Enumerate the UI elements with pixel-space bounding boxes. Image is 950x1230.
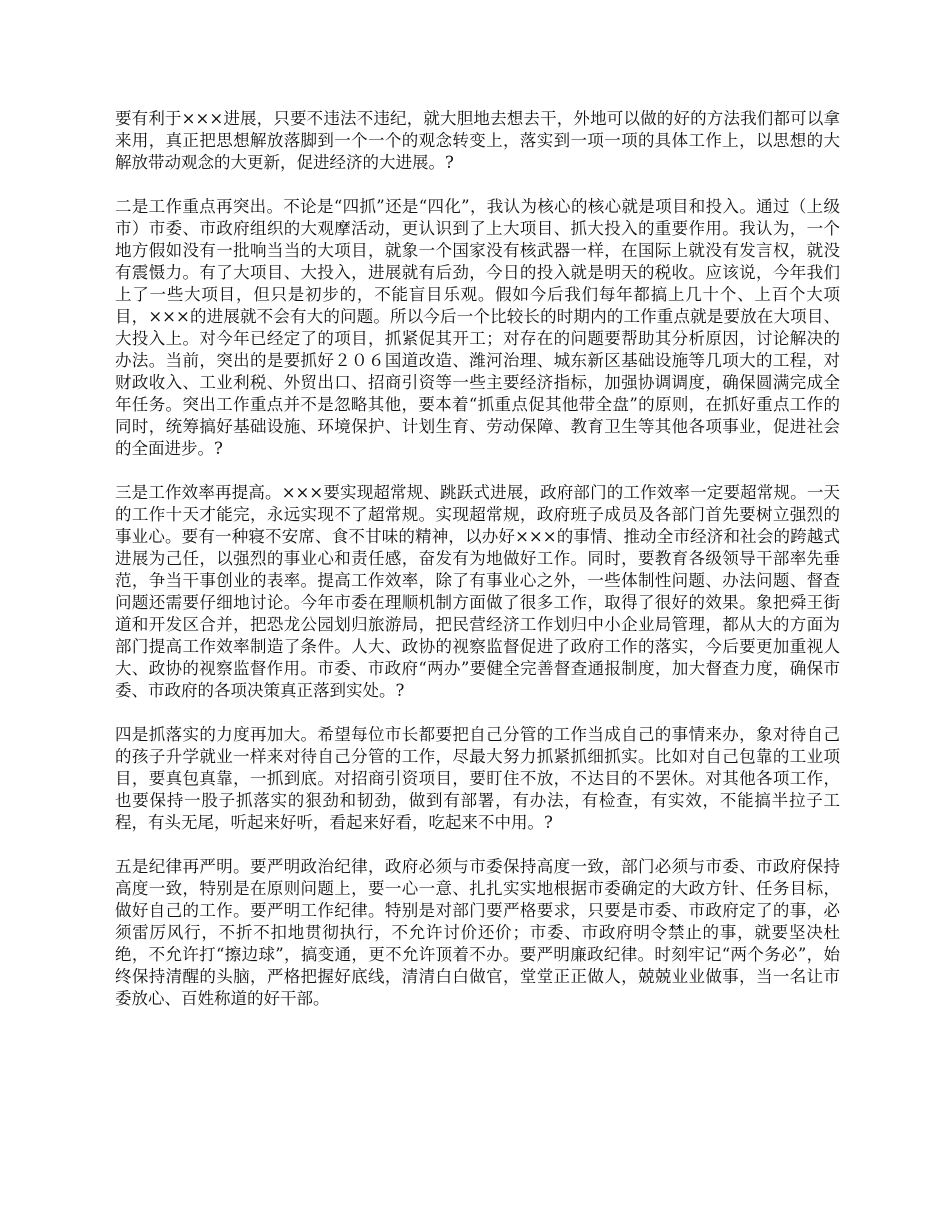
paragraph-discipline: 五是纪律再严明。要严明政治纪律，政府必须与市委保持高度一致，部门必须与市委、市政府保持高度一致，特别是在原则问题上，要一心一意、扎扎实实地根据市委确定的大政方针、任务目标，做好自己的工作。要严明工作纪律。特别是对部门要严格要求，只要是市委、市政府定了的事，必须雷厉风行，不折不扣地贯彻执行，不允许讨价还价；市委、市政府明令禁止的事，就要坚决杜绝，不允许打“擦边球”，搞变通，更不允许顶着不办。要严明廉政纪律。时刻牢记“两个务必”，始终保持清醒的头脑，严格把握好底线，清清白白做官，堂堂正正做人，兢兢业业做事，当一名让市委放心、百姓称道的好干部。 xyxy=(115,857,840,1008)
paragraph-intro: 要有利于×××进展，只要不违法不违纪，就大胆地去想去干，外地可以做的好的方法我们都可以拿来用，真正把思想解放落脚到一个一个的观念转变上，落实到一项一项的具体工作上，以思想的大解放带动观念的大更新，促进经济的大进展。? xyxy=(115,109,840,172)
document-body xyxy=(115,108,840,1032)
paragraph-work-focus: 二是工作重点再突出。不论是“四抓”还是“四化”，我认为核心的核心就是项目和投入。通过（上级市）市委、市政府组织的大观摩活动，更认识到了上大项目、抓大投入的重要作用。我认为，一个地方假如没有一批响当当的大项目，就象一个国家没有核武器一样，在国际上就没有发言权，就没有震慑力。有了大项目、大投入，进展就有后劲，今日的投入就是明天的税收。应该说，今年我们上了一些大项目，但只是初步的，不能盲目乐观。假如今后我们每年都搞上几十个、上百个大项目，×××的进展就不会有大的问题。所以今后一个比较长的时期内的工作重点就是要放在大项目、大投入上。对今年已经定了的项目，抓紧促其开工；对存在的问题要帮助其分析原因，讨论解决的办法。当前，突出的是要抓好２０６国道改造、潍河治理、城东新区基础设施等几项大的工程，对财政收入、工业利税、外贸出口、招商引资等一些主要经济指标，加强协调调度，确保圆满完成全年任务。突出工作重点并不是忽略其他，要本着“抓重点促其他带全盘”的原则，在抓好重点工作的同时，统筹搞好基础设施、环境保护、计划生育、劳动保障、教育卫生等其他各项事业，促进社会的全面进步。? xyxy=(115,197,840,458)
paragraph-implementation: 四是抓落实的力度再加大。希望每位市长都要把自己分管的工作当成自己的事情来办，象对待自己的孩子升学就业一样来对待自己分管的工作，尽最大努力抓紧抓细抓实。比如对自己包靠的工业项目，要真包真靠，一抓到底。对招商引资项目，要盯住不放，不达目的不罢休。对其他各项工作，也要保持一股子抓落实的狠劲和韧劲，做到有部署，有办法，有检查，有实效，不能搞半拉子工程，有头无尾，听起来好听，看起来好看，吃起来不中用。? xyxy=(115,725,840,832)
paragraph-work-efficiency: 三是工作效率再提高。×××要实现超常规、跳跃式进展，政府部门的工作效率一定要超常规。一天的工作十天才能完，永远实现不了超常规。实现超常规，政府班子成员及各部门首先要树立强烈的事业心。要有一种寝不安席、食不甘味的精神，以办好×××的事情、推动全市经济和社会的跨越式进展为己任，以强烈的事业心和责任感，奋发有为地做好工作。同时，要教育各级领导干部率先垂范，争当干事创业的表率。提高工作效率，除了有事业心之外，一些体制性问题、办法问题、督查问题还需要仔细地讨论。今年市委在理顺机制方面做了很多工作，取得了很好的效果。象把舜王街道和开发区合并，把恐龙公园划归旅游局，把民营经济工作划归中小企业局管理，都从大的方面为部门提高工作效率制造了条件。人大、政协的视察监督促进了政府工作的落实，今后要更加重视人大、政协的视察监督作用。市委、市政府“两办”要健全完善督查通报制度，加大督查力度，确保市委、市政府的各项决策真正落到实处。? xyxy=(115,483,840,700)
